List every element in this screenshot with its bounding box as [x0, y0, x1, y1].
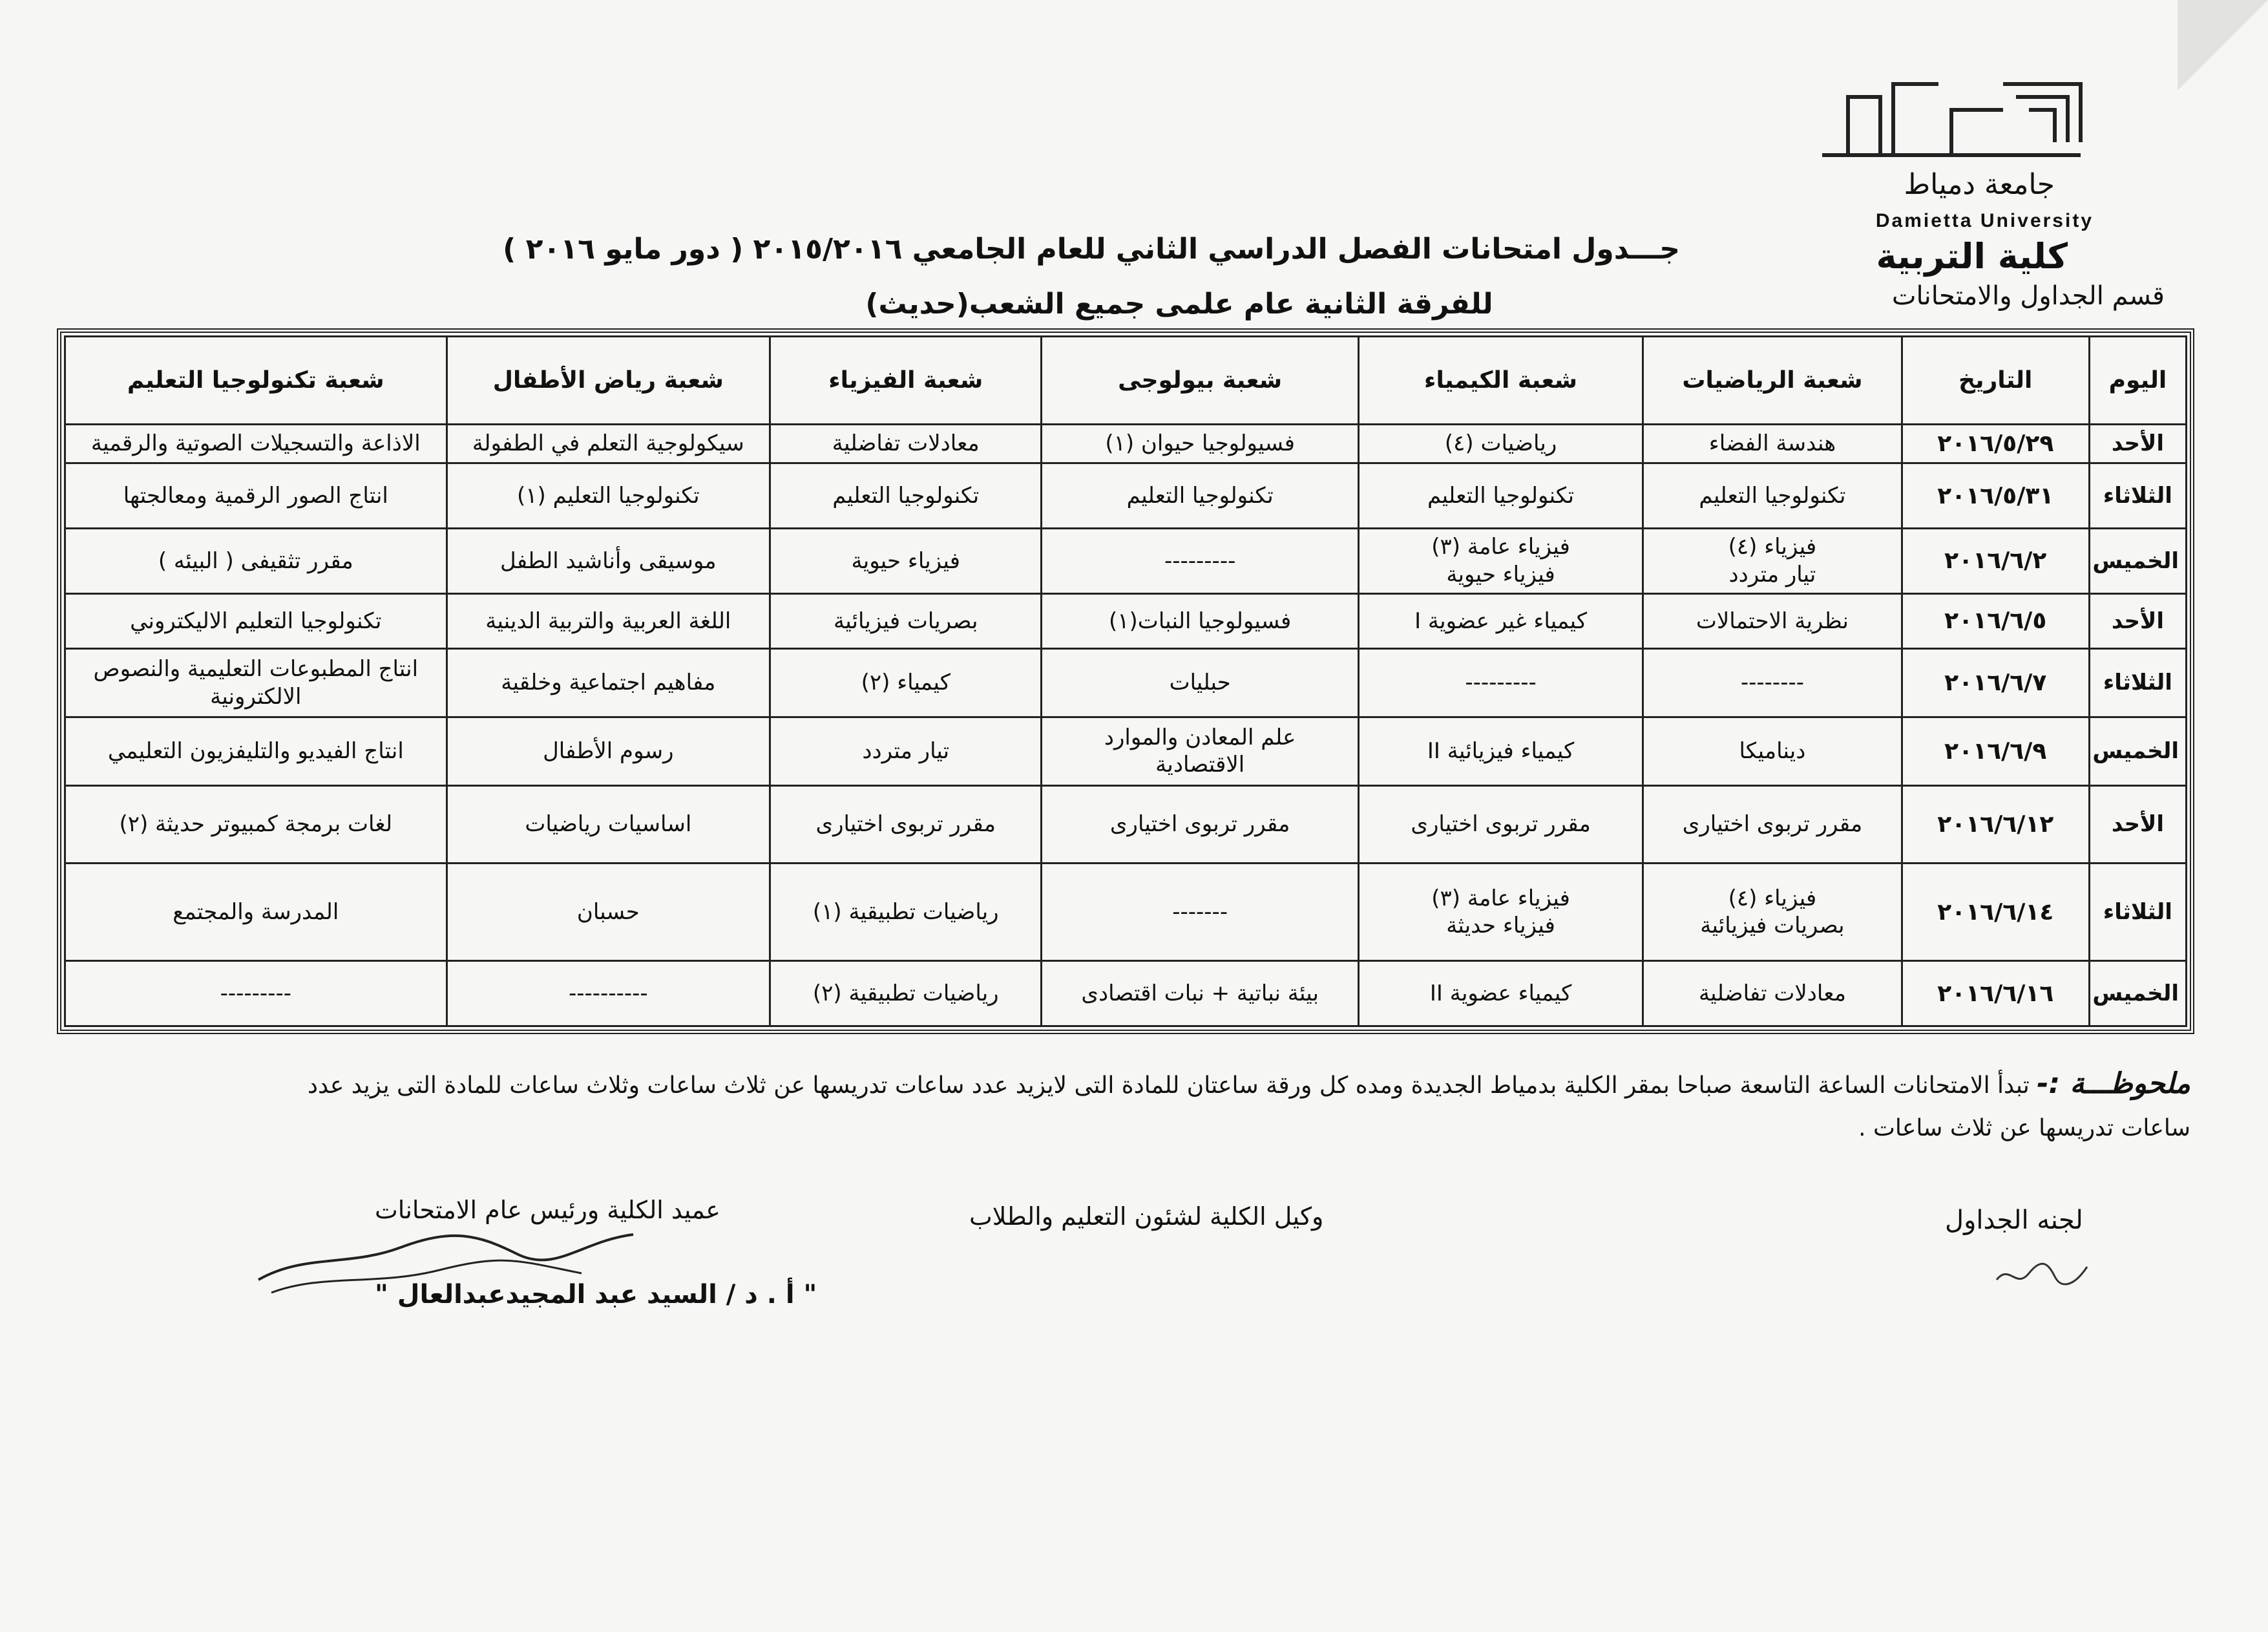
cell-math: هندسة الفضاء [1643, 425, 1902, 463]
schedule-subtitle: للفرقة الثانية عام علمى جميع الشعب(حديث) [865, 288, 1493, 321]
cell-line: فيزياء حيوية [1446, 561, 1555, 588]
exam-table-frame [57, 328, 2194, 1034]
cell-line: انتاج المطبوعات التعليمية والنصوص [93, 656, 419, 683]
schedule-title: جـــدول امتحانات الفصل الدراسي الثاني للعام الجامعي ٢٠١٥/٢٠١٦ ( دور مايو ٢٠١٦ ) [503, 233, 1680, 266]
cell-chemistry: كيمياء غير عضوية I [1358, 593, 1643, 649]
cell-biology: بيئة نباتية + نبات اقتصادى [1042, 961, 1358, 1026]
cell-math: -------- [1643, 649, 1902, 717]
faculty-name: كلية التربية [1876, 236, 2068, 277]
cell-chemistry: تكنولوجيا التعليم [1358, 463, 1643, 529]
page-fold-corner [2178, 0, 2268, 90]
university-header [1764, 71, 2165, 330]
cell-date: ٢٠١٦/٦/٢ [1902, 529, 2089, 594]
table-row [65, 961, 2187, 1026]
cell-line: فيزياء (٤) [1728, 534, 1817, 560]
cell-line: علم المعادن والموارد [1104, 724, 1296, 750]
cell-day: الأحد [2089, 785, 2186, 864]
cell-line: الالكترونية [210, 683, 302, 710]
cell-day: الخميس [2089, 529, 2186, 594]
exam-schedule-table [64, 335, 2187, 1027]
table-header-row [65, 337, 2187, 425]
note-text-line2: ساعات تدريسها عن ثلاث ساعات . [1858, 1114, 2190, 1141]
cell-line: بصريات فيزيائية [1700, 913, 1845, 939]
committee-signature-icon [1990, 1251, 2094, 1296]
header-chemistry: شعبة الكيمياء [1358, 337, 1643, 425]
cell-edu-tech: تكنولوجيا التعليم الاليكتروني [65, 593, 447, 649]
cell-edu-tech: انتاج الصور الرقمية ومعالجتها [65, 463, 447, 529]
note-text-line1: تبدأ الامتحانات الساعة التاسعة صباحا بمقر الكلية بدمياط الجديدة ومده كل ورقة ساعتان للمادة التى لايزيد عدد ساعات تدريسها عن ثلاث ساعات وثلاث ساعات للمادة التى يزيد عدد [307, 1072, 2030, 1099]
cell-chemistry [1358, 529, 1643, 594]
cell-biology: حبليات [1042, 649, 1358, 717]
cell-edu-tech: الاذاعة والتسجيلات الصوتية والرقمية [65, 425, 447, 463]
table-row [65, 717, 2187, 785]
table-row [65, 785, 2187, 864]
cell-edu-tech: لغات برمجة كمبيوتر حديثة (٢) [65, 785, 447, 864]
cell-line: تيار متردد [1728, 561, 1816, 588]
cell-math: نظرية الاحتمالات [1643, 593, 1902, 649]
cell-day: الثلاثاء [2089, 463, 2186, 529]
cell-day: الثلاثاء [2089, 649, 2186, 717]
table-row [65, 864, 2187, 961]
cell-physics: تكنولوجيا التعليم [770, 463, 1042, 529]
cell-kindergarten: مفاهيم اجتماعية وخلقية [446, 649, 770, 717]
cell-math: تكنولوجيا التعليم [1643, 463, 1902, 529]
header-kindergarten: شعبة رياض الأطفال [446, 337, 770, 425]
cell-date: ٢٠١٦/٥/٢٩ [1902, 425, 2089, 463]
table-row [65, 425, 2187, 463]
cell-chemistry: مقرر تربوى اختيارى [1358, 785, 1643, 864]
cell-date: ٢٠١٦/٦/٥ [1902, 593, 2089, 649]
exam-note [258, 1060, 2190, 1148]
table-row [65, 463, 2187, 529]
cell-math: ديناميكا [1643, 717, 1902, 785]
committee-label: لجنه الجداول [1945, 1205, 2083, 1235]
cell-date: ٢٠١٦/٦/٩ [1902, 717, 2089, 785]
dean-title: عميد الكلية ورئيس عام الامتحانات [375, 1196, 720, 1224]
cell-biology: مقرر تربوى اختيارى [1042, 785, 1358, 864]
department-name: قسم الجداول والامتحانات [1891, 281, 2165, 311]
vice-dean-label: وكيل الكلية لشئون التعليم والطلاب [969, 1202, 1324, 1231]
header-edu-tech: شعبة تكنولوجيا التعليم [65, 337, 447, 425]
cell-kindergarten: ---------- [446, 961, 770, 1026]
cell-math: معادلات تفاضلية [1643, 961, 1902, 1026]
header-physics: شعبة الفيزياء [770, 337, 1042, 425]
cell-physics: بصريات فيزيائية [770, 593, 1042, 649]
cell-line: فيزياء عامة (٣) [1431, 534, 1570, 560]
cell-date: ٢٠١٦/٦/١٦ [1902, 961, 2089, 1026]
header-date: التاريخ [1902, 337, 2089, 425]
cell-kindergarten: اساسيات رياضيات [446, 785, 770, 864]
cell-edu-tech: انتاج الفيديو والتليفزيون التعليمي [65, 717, 447, 785]
cell-kindergarten: تكنولوجيا التعليم (١) [446, 463, 770, 529]
cell-day: الثلاثاء [2089, 864, 2186, 961]
cell-date: ٢٠١٦/٥/٣١ [1902, 463, 2089, 529]
cell-kindergarten: رسوم الأطفال [446, 717, 770, 785]
header-math: شعبة الرياضيات [1643, 337, 1902, 425]
cell-physics: فيزياء حيوية [770, 529, 1042, 594]
cell-kindergarten: اللغة العربية والتربية الدينية [446, 593, 770, 649]
cell-day: الخميس [2089, 717, 2186, 785]
cell-edu-tech: --------- [65, 961, 447, 1026]
cell-day: الخميس [2089, 961, 2186, 1026]
cell-date: ٢٠١٦/٦/١٢ [1902, 785, 2089, 864]
cell-biology: --------- [1042, 529, 1358, 594]
cell-physics: رياضيات تطبيقية (٢) [770, 961, 1042, 1026]
cell-edu-tech: المدرسة والمجتمع [65, 864, 447, 961]
cell-biology: تكنولوجيا التعليم [1042, 463, 1358, 529]
cell-line: فيزياء (٤) [1728, 885, 1817, 911]
cell-chemistry: كيمياء عضوية II [1358, 961, 1643, 1026]
cell-line: فيزياء عامة (٣) [1431, 885, 1570, 911]
university-logo-icon [1809, 71, 2094, 168]
cell-physics: رياضيات تطبيقية (١) [770, 864, 1042, 961]
dean-name: " أ . د / السيد عبد المجيدعبدالعال " [375, 1280, 817, 1309]
cell-biology: ------- [1042, 864, 1358, 961]
cell-math [1643, 529, 1902, 594]
table-row [65, 649, 2187, 717]
cell-math [1643, 864, 1902, 961]
cell-physics: معادلات تفاضلية [770, 425, 1042, 463]
university-name-arabic: جامعة دمياط [1904, 168, 2055, 201]
cell-chemistry: كيمياء فيزيائية II [1358, 717, 1643, 785]
cell-math: مقرر تربوى اختيارى [1643, 785, 1902, 864]
cell-kindergarten: سيكولوجية التعلم في الطفولة [446, 425, 770, 463]
table-row [65, 593, 2187, 649]
cell-kindergarten: حسبان [446, 864, 770, 961]
cell-day: الأحد [2089, 593, 2186, 649]
cell-line: فيزياء حديثة [1446, 913, 1555, 939]
cell-physics: مقرر تربوى اختيارى [770, 785, 1042, 864]
cell-chemistry [1358, 864, 1643, 961]
header-day: اليوم [2089, 337, 2186, 425]
cell-edu-tech: مقرر تثقيفى ( البيئه ) [65, 529, 447, 594]
cell-physics: كيمياء (٢) [770, 649, 1042, 717]
cell-date: ٢٠١٦/٦/١٤ [1902, 864, 2089, 961]
table-row [65, 529, 2187, 594]
cell-line: الاقتصادية [1155, 752, 1245, 778]
university-name-english: Damietta University [1875, 210, 2094, 231]
cell-physics: تيار متردد [770, 717, 1042, 785]
header-biology: شعبة بيولوجى [1042, 337, 1358, 425]
cell-day: الأحد [2089, 425, 2186, 463]
cell-kindergarten: موسيقى وأناشيد الطفل [446, 529, 770, 594]
cell-date: ٢٠١٦/٦/٧ [1902, 649, 2089, 717]
cell-chemistry: --------- [1358, 649, 1643, 717]
cell-biology [1042, 717, 1358, 785]
note-label: ملحوظـــة :- [2037, 1067, 2190, 1100]
cell-edu-tech [65, 649, 447, 717]
cell-biology: فسيولوجيا حيوان (١) [1042, 425, 1358, 463]
cell-chemistry: رياضيات (٤) [1358, 425, 1643, 463]
cell-biology: فسيولوجيا النبات(١) [1042, 593, 1358, 649]
